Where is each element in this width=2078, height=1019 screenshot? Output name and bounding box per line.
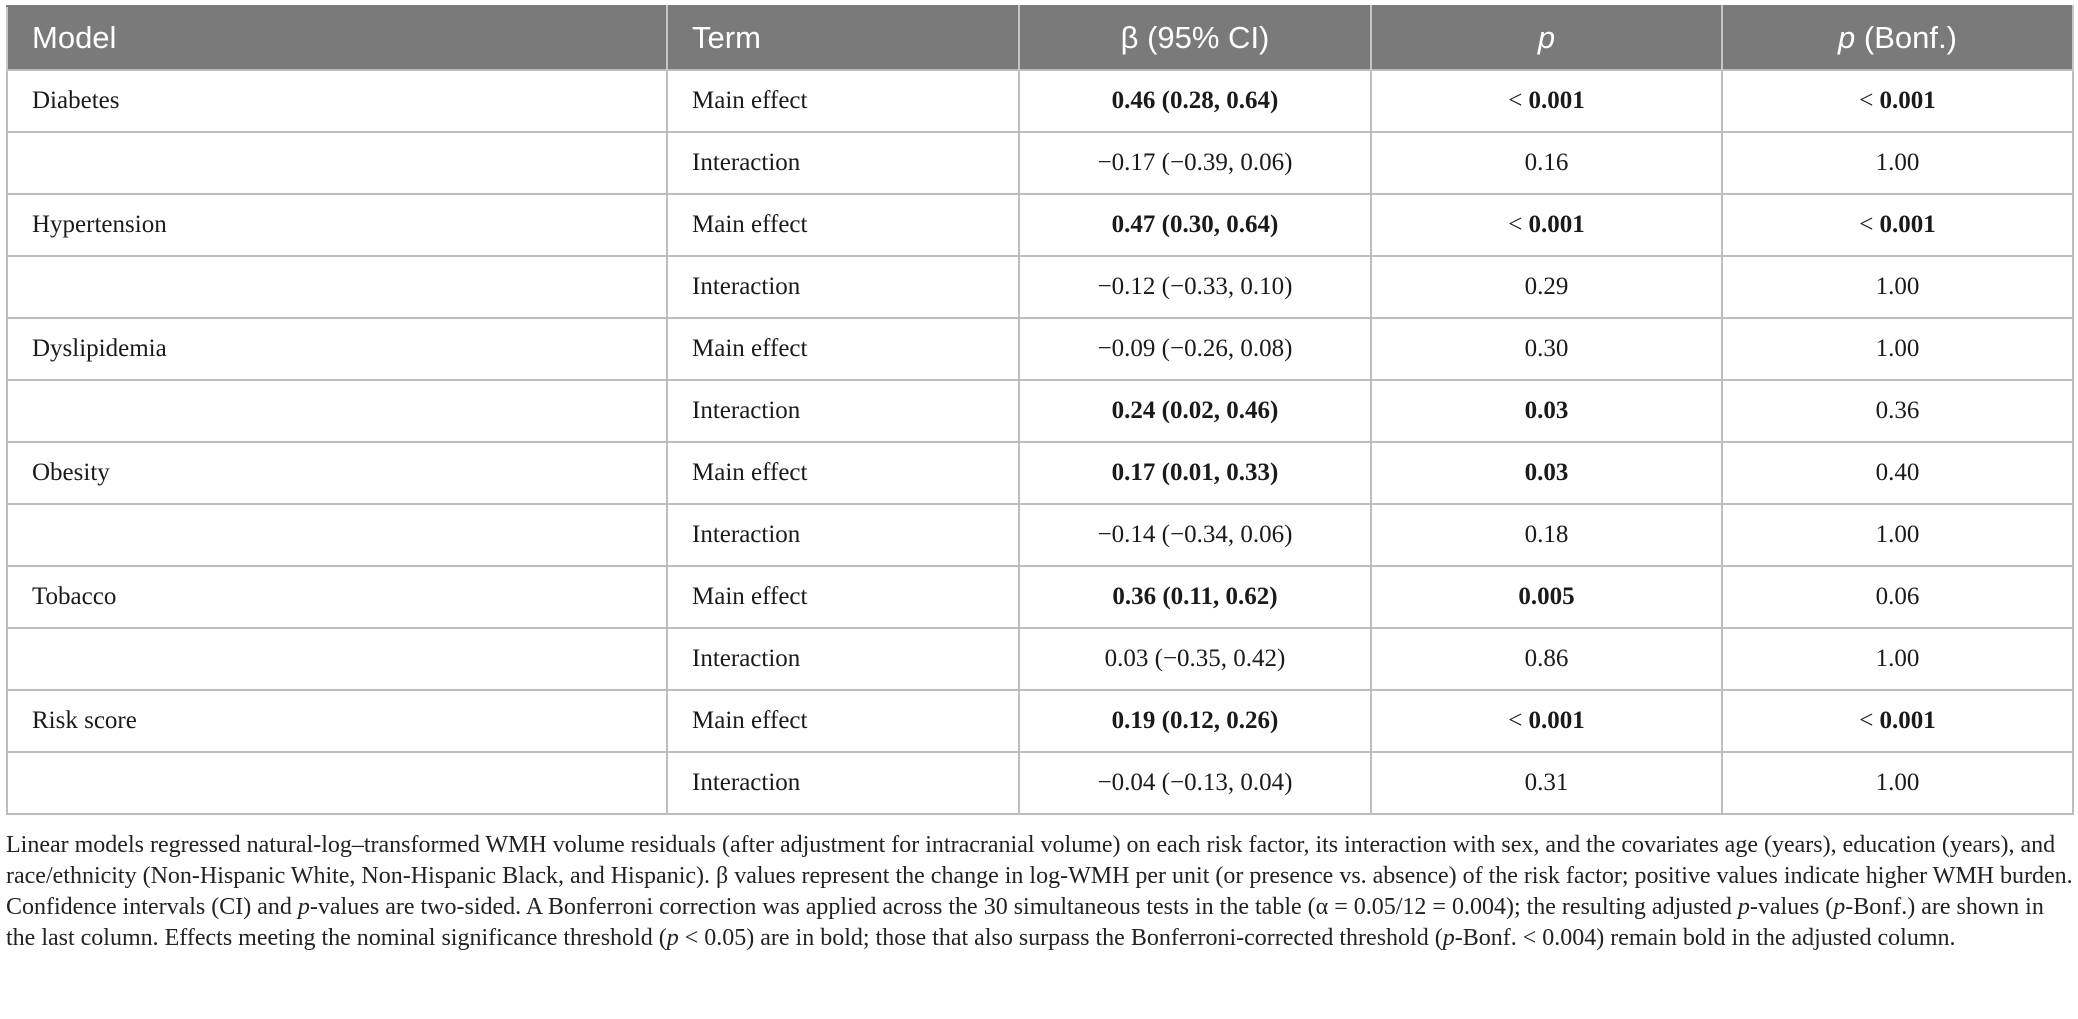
footnote-text-2: -values are two-sided. A Bonferroni correction was applied across the 30 simultaneous tests in the table (α = 0.05/12 = 0.004); the resulting adjusted (309, 894, 1738, 920)
header-p-label: p (1537, 20, 1556, 55)
cell-term (667, 194, 1019, 256)
cell-p-bonf (1722, 380, 2073, 442)
table-row (7, 628, 2073, 690)
cell-model-value: Hypertension (32, 211, 167, 238)
cell-model (7, 752, 667, 814)
cell-p-bonf-value: 0.001 (1879, 87, 1936, 114)
cell-term-value: Main effect (692, 459, 808, 486)
table-row (7, 566, 2073, 628)
footnote-text-5: < 0.05) are in bold; those that also surpass the Bonferroni-corrected threshold ( (678, 925, 1443, 951)
table-row (7, 70, 2073, 132)
cell-p-bonf-value: 1.00 (1875, 149, 1920, 176)
footnote-text-6: -Bonf. < 0.004) remain bold in the adjusted column. (1454, 925, 1956, 951)
cell-p-bonf (1722, 318, 2073, 380)
cell-beta (1019, 566, 1371, 628)
cell-term-value: Interaction (692, 397, 801, 424)
footnote-italic-p-4: p (666, 925, 679, 951)
cell-p (1371, 504, 1722, 566)
cell-p (1371, 690, 1722, 752)
cell-beta (1019, 318, 1371, 380)
cell-p (1371, 70, 1722, 132)
header-model: Model (7, 6, 667, 70)
cell-p-bonf-value: 0.06 (1875, 583, 1920, 610)
cell-model (7, 504, 667, 566)
cell-term (667, 628, 1019, 690)
cell-p-bonf (1722, 70, 2073, 132)
cell-model (7, 442, 667, 504)
table-row (7, 318, 2073, 380)
results-table-container (6, 5, 2072, 815)
table-row (7, 690, 2073, 752)
table-body (7, 70, 2073, 814)
cell-p (1371, 194, 1722, 256)
cell-p-bonf-value: 0.40 (1875, 459, 1920, 486)
cell-p-value: 0.86 (1524, 645, 1569, 672)
cell-p-bonf (1722, 504, 2073, 566)
table-header-row (7, 6, 2073, 70)
cell-term (667, 566, 1019, 628)
cell-p-bonf (1722, 194, 2073, 256)
cell-term (667, 318, 1019, 380)
cell-p-bonf (1722, 628, 2073, 690)
cell-beta-value: −0.12 (−0.33, 0.10) (1097, 273, 1293, 300)
table-row (7, 442, 2073, 504)
header-p (1371, 6, 1722, 70)
cell-term-value: Main effect (692, 335, 808, 362)
cell-p-value: 0.03 (1524, 459, 1569, 486)
cell-beta-value: 0.19 (0.12, 0.26) (1111, 707, 1279, 734)
cell-term-value: Main effect (692, 707, 808, 734)
header-term: Term (667, 6, 1019, 70)
cell-beta (1019, 256, 1371, 318)
cell-beta-value: 0.46 (0.28, 0.64) (1111, 87, 1279, 114)
cell-model-value: Diabetes (32, 87, 120, 114)
cell-p-bonf (1722, 132, 2073, 194)
cell-term-value: Interaction (692, 769, 801, 796)
cell-term-value: Interaction (692, 149, 801, 176)
cell-term (667, 380, 1019, 442)
table-row (7, 256, 2073, 318)
cell-p-value: 0.001 (1528, 707, 1585, 734)
cell-model (7, 194, 667, 256)
cell-model-value: Obesity (32, 459, 110, 486)
cell-beta (1019, 132, 1371, 194)
cell-p-bonf (1722, 566, 2073, 628)
cell-model-value: Risk score (32, 707, 137, 734)
cell-term (667, 504, 1019, 566)
cell-p-bonf-value: 0.001 (1879, 211, 1936, 238)
cell-model (7, 256, 667, 318)
cell-beta (1019, 194, 1371, 256)
cell-model (7, 132, 667, 194)
cell-p-bonf (1722, 256, 2073, 318)
cell-beta-value: 0.17 (0.01, 0.33) (1111, 459, 1279, 486)
cell-p-bonf-value: 1.00 (1875, 521, 1920, 548)
cell-p-bonf-value: 0.001 (1879, 707, 1936, 734)
header-p-bonf-suffix: (Bonf.) (1855, 20, 1957, 55)
cell-p-bonf (1722, 690, 2073, 752)
header-p-bonf (1722, 6, 2073, 70)
cell-p-bonf-value: 1.00 (1875, 335, 1920, 362)
cell-p-bonf (1722, 752, 2073, 814)
cell-p-bonf-value: 1.00 (1875, 273, 1920, 300)
cell-p (1371, 256, 1722, 318)
cell-model-value: Tobacco (32, 583, 117, 610)
cell-beta (1019, 752, 1371, 814)
cell-model (7, 318, 667, 380)
cell-model (7, 690, 667, 752)
cell-p-value: 0.005 (1518, 583, 1575, 610)
footnote-italic-p-3: p (1833, 894, 1846, 920)
cell-beta (1019, 690, 1371, 752)
cell-beta-value: −0.17 (−0.39, 0.06) (1097, 149, 1293, 176)
cell-model (7, 380, 667, 442)
cell-p-prefix: < (1508, 211, 1529, 238)
cell-beta (1019, 442, 1371, 504)
cell-p-prefix: < (1508, 87, 1529, 114)
cell-p-bonf-value: 0.36 (1875, 397, 1920, 424)
cell-term (667, 690, 1019, 752)
cell-beta-value: 0.36 (0.11, 0.62) (1112, 583, 1278, 610)
cell-model-value: Dyslipidemia (32, 335, 167, 362)
cell-p-prefix: < (1508, 707, 1529, 734)
cell-model (7, 628, 667, 690)
cell-p-bonf-prefix: < (1859, 707, 1880, 734)
cell-p-bonf-prefix: < (1859, 211, 1880, 238)
cell-term-value: Interaction (692, 521, 801, 548)
cell-term-value: Main effect (692, 583, 808, 610)
cell-p-value: 0.001 (1528, 87, 1585, 114)
table-row (7, 194, 2073, 256)
cell-p-value: 0.16 (1524, 149, 1569, 176)
cell-p (1371, 566, 1722, 628)
cell-term (667, 132, 1019, 194)
table-row (7, 380, 2073, 442)
footnote-text-3: -values ( (1749, 894, 1834, 920)
cell-p-bonf-prefix: < (1859, 87, 1880, 114)
cell-beta-value: −0.14 (−0.34, 0.06) (1097, 521, 1293, 548)
cell-p (1371, 628, 1722, 690)
cell-term (667, 752, 1019, 814)
footnote-italic-p-1: p (297, 894, 310, 920)
table-row (7, 132, 2073, 194)
cell-term (667, 442, 1019, 504)
footnote-italic-p-2: p (1737, 894, 1750, 920)
footnote-text-1: Linear models regressed natural-log–transformed WMH volume residuals (after adjustment for intracranial volume) on each risk factor, its interaction with sex, and the covariates age (years), education (years), and race/ethnicity (Non-Hispanic White, Non-Hispanic Black, and Hispanic). β values represent the change in log-WMH per unit (or presence vs. absence) of the risk factor; positive values indicate higher WMH burden. Confidence intervals (CI) and (6, 832, 2073, 920)
cell-model (7, 566, 667, 628)
table-row (7, 752, 2073, 814)
cell-term (667, 70, 1019, 132)
cell-p (1371, 132, 1722, 194)
cell-term-value: Interaction (692, 645, 801, 672)
cell-beta (1019, 504, 1371, 566)
results-table (6, 5, 2074, 815)
cell-p-value: 0.31 (1524, 769, 1569, 796)
header-p-bonf-italic: p (1838, 20, 1856, 55)
cell-beta-value: 0.24 (0.02, 0.46) (1111, 397, 1279, 424)
cell-p (1371, 442, 1722, 504)
cell-p (1371, 318, 1722, 380)
cell-beta (1019, 628, 1371, 690)
cell-beta-value: −0.09 (−0.26, 0.08) (1097, 335, 1293, 362)
cell-p-value: 0.03 (1524, 397, 1569, 424)
cell-model (7, 70, 667, 132)
cell-beta-value: 0.03 (−0.35, 0.42) (1104, 645, 1286, 672)
cell-p-value: 0.18 (1524, 521, 1569, 548)
footnote-italic-p-5: p (1442, 925, 1455, 951)
cell-p-bonf-value: 1.00 (1875, 769, 1920, 796)
cell-term-value: Interaction (692, 273, 801, 300)
cell-p (1371, 752, 1722, 814)
cell-p-bonf-value: 1.00 (1875, 645, 1920, 672)
cell-p-value: 0.29 (1524, 273, 1569, 300)
cell-beta-value: −0.04 (−0.13, 0.04) (1097, 769, 1293, 796)
cell-p (1371, 380, 1722, 442)
cell-p-value: 0.001 (1528, 211, 1585, 238)
cell-term-value: Main effect (692, 211, 808, 238)
header-beta: β (95% CI) (1019, 6, 1371, 70)
footnote-text-4: -Bonf.) are shown in the last column. Effects meeting the nominal significance threshold ( (6, 894, 2044, 951)
cell-beta (1019, 380, 1371, 442)
cell-term (667, 256, 1019, 318)
cell-term-value: Main effect (692, 87, 808, 114)
table-row (7, 504, 2073, 566)
table-footnote (6, 830, 2074, 954)
cell-p-value: 0.30 (1524, 335, 1569, 362)
cell-p-bonf (1722, 442, 2073, 504)
cell-beta-value: 0.47 (0.30, 0.64) (1111, 211, 1279, 238)
cell-beta (1019, 70, 1371, 132)
